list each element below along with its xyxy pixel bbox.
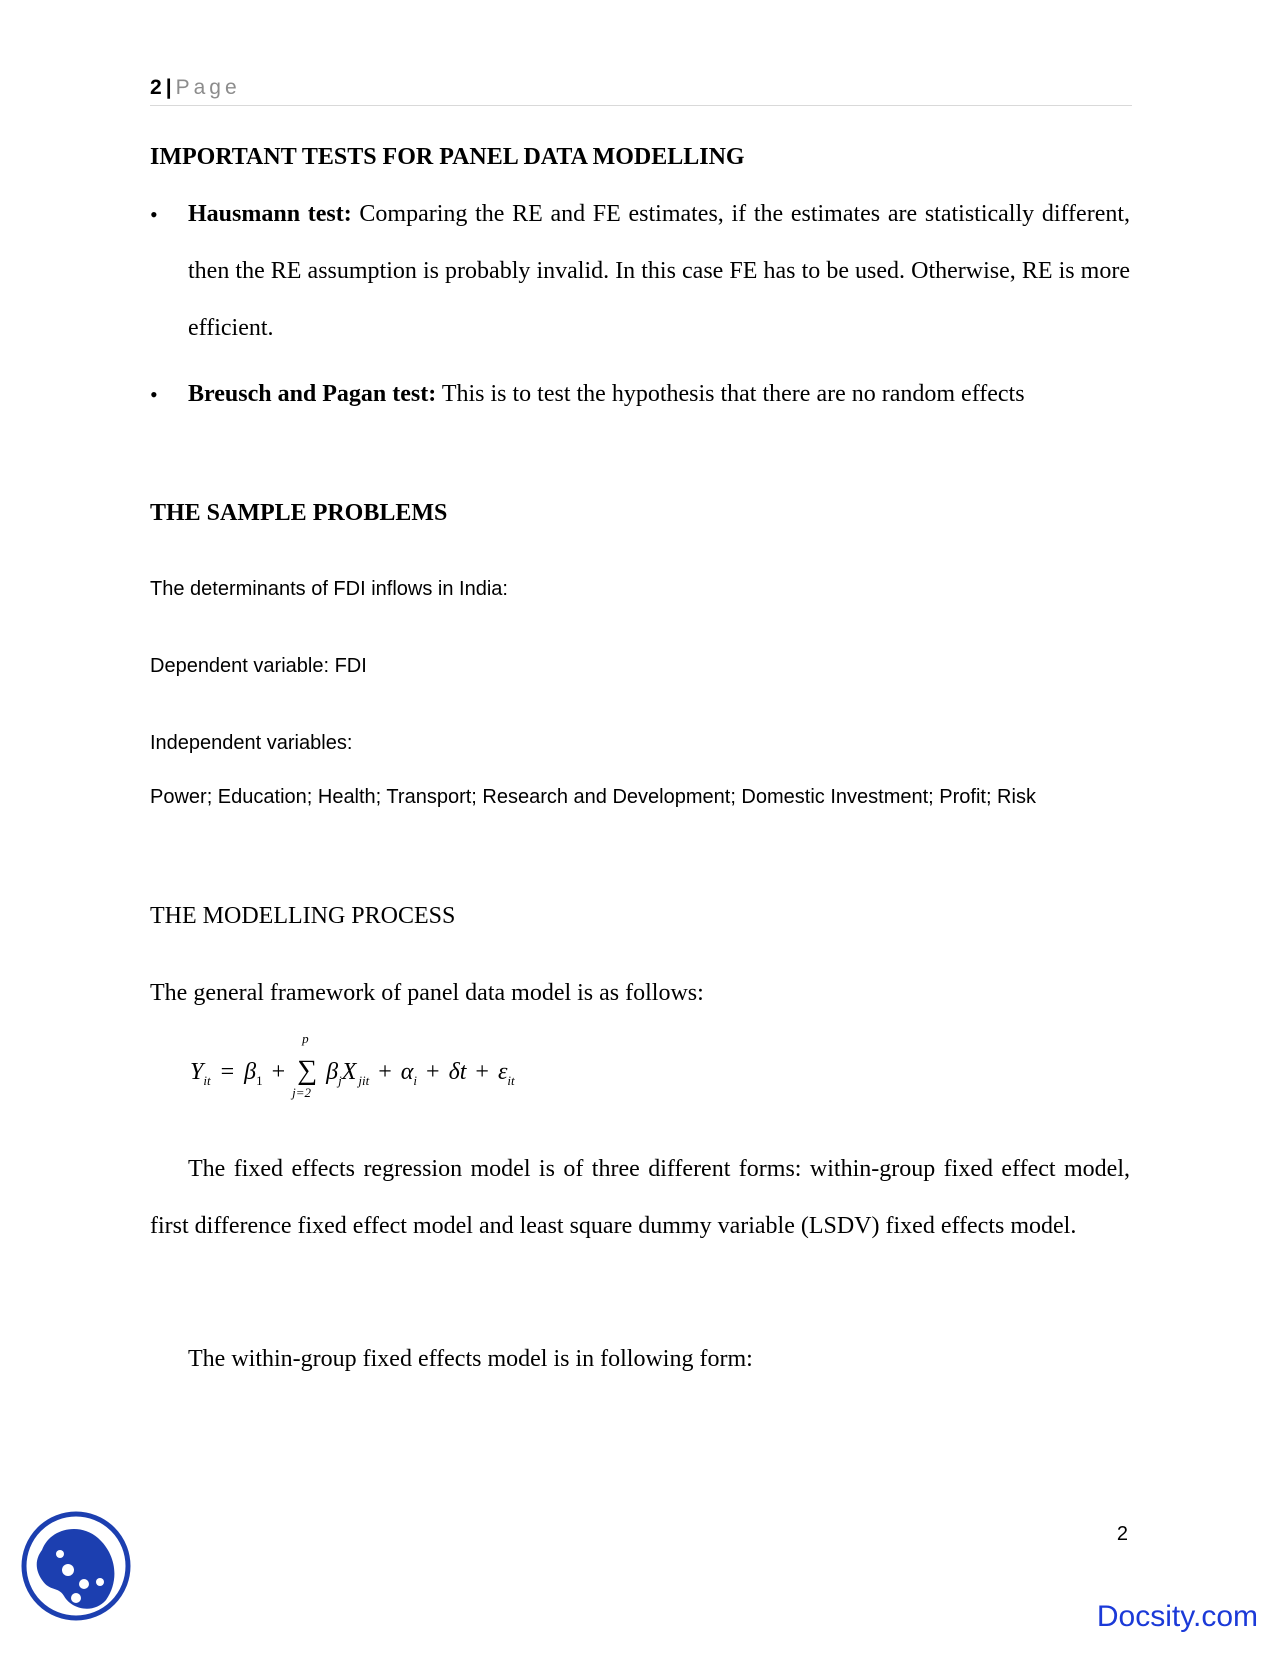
fixed-effects-paragraph: The fixed effects regression model is of three different forms: within-group fixed effect model, first difference fixed effect model and least square dummy variable (LSDV) fixed effects model.: [150, 1156, 1130, 1239]
bullet-dot: •: [150, 202, 158, 227]
independent-variables-list: Power; Education; Health; Transport; Research and Development; Domestic Investment; Profit; Risk: [150, 786, 1036, 808]
bullet-term: Breusch and Pagan test:: [188, 381, 437, 407]
footer-page-number: 2: [1116, 1523, 1128, 1545]
independent-variables-label: Independent variables:: [150, 732, 353, 754]
bullet-term: Hausmann test:: [188, 201, 352, 227]
bullet-breusch-pagan: [150, 380, 1130, 423]
bullet-dot: •: [150, 382, 158, 407]
docsity-logo-icon: [20, 1510, 132, 1622]
header-page-word: Page: [175, 76, 241, 99]
within-group-paragraph: The within-group fixed effects model is in following form:: [188, 1346, 753, 1372]
sample-problems-heading: THE SAMPLE PROBLEMS: [150, 500, 448, 526]
bullet-hausmann: [150, 200, 1130, 357]
header-page-number: 2: [150, 76, 162, 99]
header-separator: |: [165, 76, 172, 99]
docsity-brand-link[interactable]: Docsity.com: [1096, 1600, 1258, 1633]
bullet-text: Comparing the RE and FE estimates, if the estimates are statistically different, then the RE assumption is probably invalid. In this case FE has to be used. Otherwise, RE is more efficient.: [188, 201, 1131, 341]
modelling-process-heading: THE MODELLING PROCESS: [150, 903, 456, 929]
fdi-determinants-line: The determinants of FDI inflows in India:: [150, 578, 508, 600]
page-header: [150, 76, 241, 100]
panel-model-formula: $Y_{it} = \beta_1$ + p ∑ j=2 $\beta_jX$ $_{jit} + \alpha_i + \delta t + \varepsilon_{it}$: [190, 1031, 515, 1100]
dependent-variable-line: Dependent variable: FDI: [150, 655, 367, 677]
header-divider: [150, 105, 1132, 106]
bullet-text: This is to test the hypothesis that there are no random effects: [441, 381, 1025, 407]
tests-heading: IMPORTANT TESTS FOR PANEL DATA MODELLING: [150, 144, 745, 170]
framework-intro: The general framework of panel data model is as follows:: [150, 980, 704, 1006]
summation-symbol: p ∑ j=2: [292, 1031, 318, 1100]
